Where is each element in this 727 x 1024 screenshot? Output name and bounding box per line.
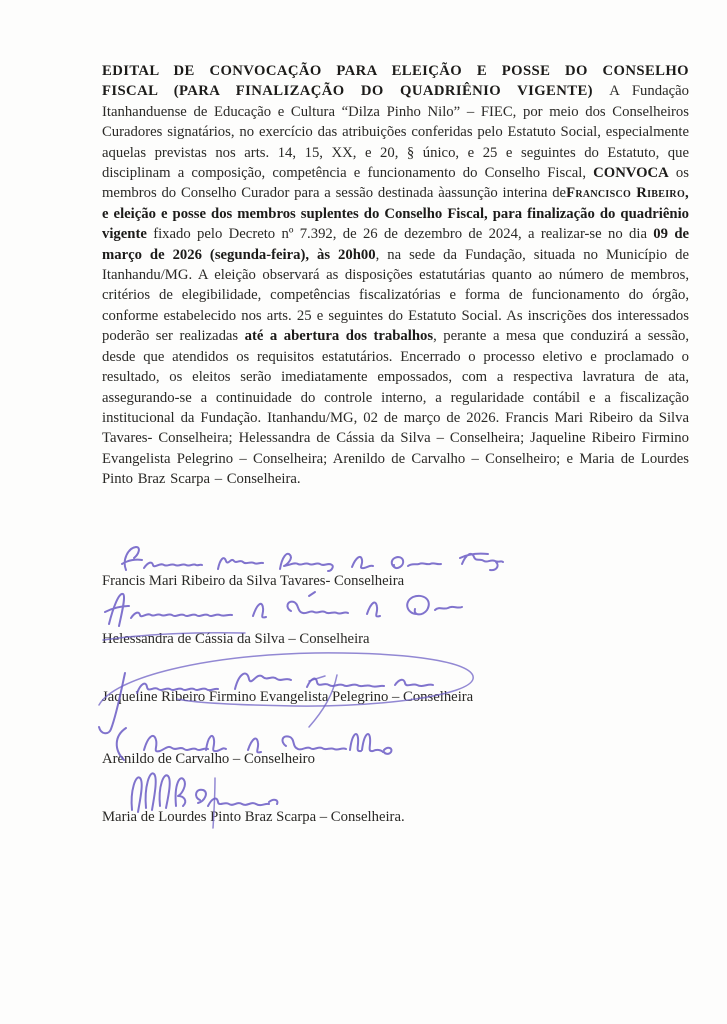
paragraph-segment: fixado pelo Decreto nº 7.392, de 26 de dezembro de 2024, a realizar-se no dia [146, 226, 654, 243]
paragraph-segment: 09 de março de 2026 (segunda-feira), às 20h00 [102, 226, 690, 263]
paragraph-segment: Francisco Ribeiro, [566, 185, 689, 202]
signatory-name-helessandra-silva: Helessandra de Cássia da Silva – Conselheira [102, 631, 370, 647]
signatory-name-jaqueline-pelegrino: Jaqueline Ribeiro Firmino Evangelista Pelegrino – Conselheira [102, 689, 474, 705]
paragraph-segment: os membros do Conselho Curador para a sessão destinada àassunção interina de [102, 165, 689, 202]
paragraph-segment: A Fundação Itanhanduense de Educação e Cultura “Dilza Pinho Nilo” – FIEC, por meio dos Conselheiros Curadores signatários, no exercício das atribuições conferidas pelo Estatuto Social, especialmente aquelas previstas nos arts. 14, 15, XX, e 20, § único, e 25 e seguintes do Estatuto, que disciplinam a composição, competência e funcionamento do Conselho Fiscal, [102, 83, 689, 182]
signatory-name-arenildo-carvalho: Arenildo de Carvalho – Conselheiro [102, 751, 315, 767]
edital-paragraph [102, 61, 689, 490]
paragraph-segment: EDITAL DE CONVOCAÇÃO PARA ELEIÇÃO E POSSE DO CONSELHO FISCAL (PARA FINALIZAÇÃO DO QUADRIÊNIO VIGENTE) [102, 63, 689, 100]
paragraph-segment: , na sede da Fundação, situada no Município de Itanhandu/MG. A eleição observará as disposições estatutárias quanto ao número de membros, critérios de elegibilidade, competências fiscalizatórias e forma de funcionamento do órgão, conforme estabelecido nos arts. 25 e seguintes do Estatuto Social. As inscrições dos interessados poderão ser realizadas [102, 246, 689, 345]
paragraph-segment: e eleição e posse dos membros suplentes do Conselho Fiscal, para finalização do quadriênio vigente [102, 205, 689, 243]
signatory-name-francis-tavares: Francis Mari Ribeiro da Silva Tavares- Conselheira [102, 573, 405, 589]
paragraph-segment: CONVOCA [593, 165, 669, 182]
paragraph-segment: , perante a mesa que conduzirá a sessão, desde que atendidos os requisitos estatutários. Encerrado o processo eletivo e proclamado o resultado, os eleitos serão imediatamente empossados, com a respectiva lavratura de ata, assegurando-se a continuidade do controle interno, a regularidade contábil e a fiscalização institucional da Fundação. Itanhandu/MG, 02 de março de 2026. Francis Mari Ribeiro da Silva Tavares- Conselheira; Helessandra de Cássia da Silva – Conselheira; Jaqueline Ribeiro Firmino Evangelista Pelegrino – Conselheira; Arenildo de Carvalho – Conselheiro; e Maria de Lourdes Pinto Braz Scarpa – Conselheira. [102, 328, 690, 488]
paragraph-segment: até a abertura dos trabalhos [244, 328, 434, 345]
signatory-name-maria-scarpa: Maria de Lourdes Pinto Braz Scarpa – Conselheira. [102, 809, 405, 825]
